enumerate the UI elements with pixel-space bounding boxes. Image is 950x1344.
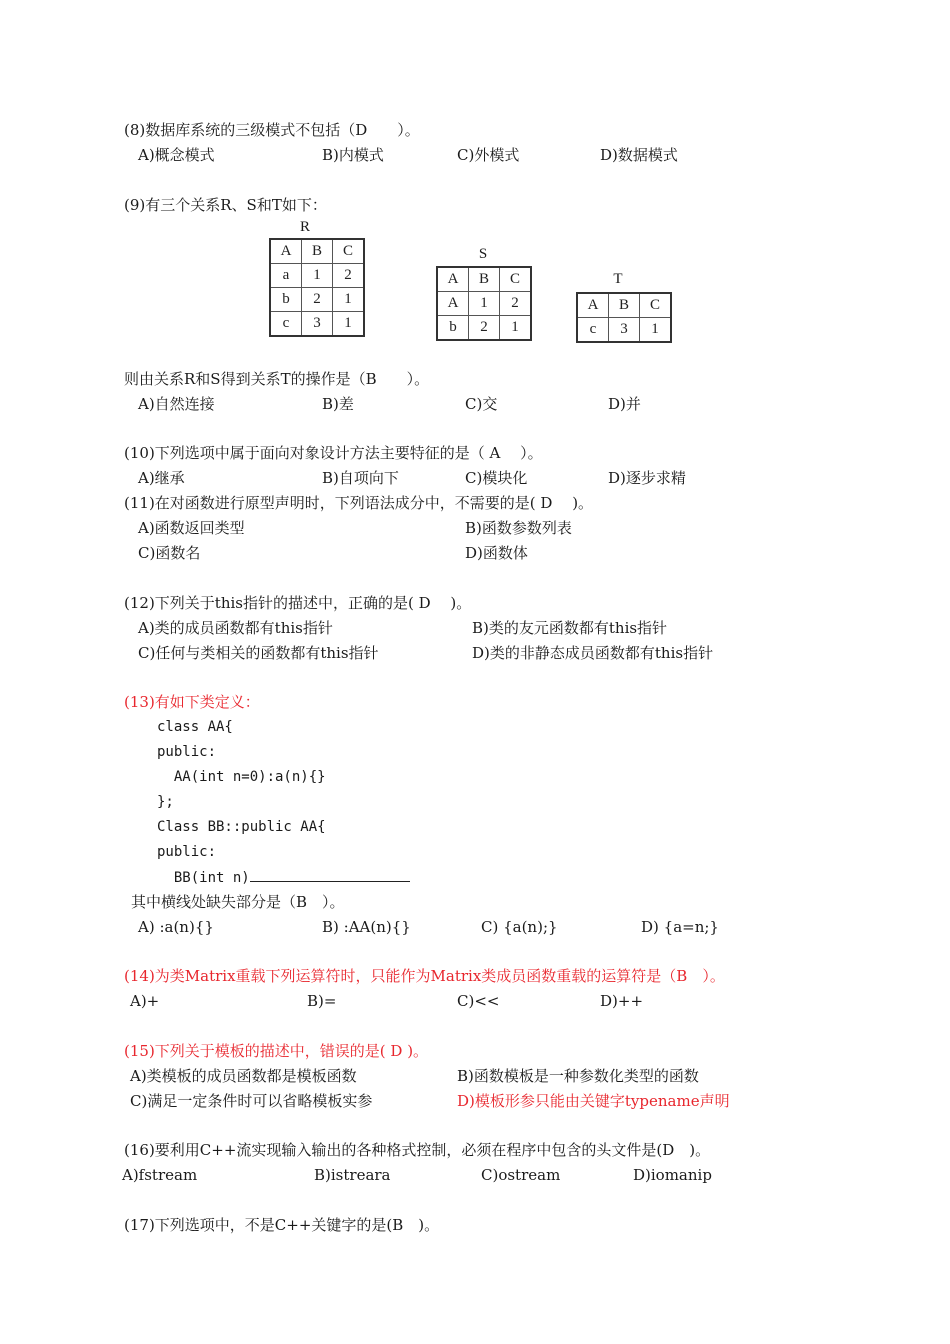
- q10-option-d: D)逐步求精: [608, 469, 686, 487]
- table-cell: 1: [640, 318, 672, 343]
- q8-option-b: B)内模式: [322, 146, 384, 164]
- table-cell: b: [437, 316, 469, 341]
- q8-option-d: D)数据模式: [600, 146, 678, 164]
- q14-option-b: B)=: [307, 992, 337, 1010]
- q13-option-d: D) {a=n;}: [641, 918, 719, 936]
- table-cell: 1: [333, 312, 365, 337]
- table-cell: B: [302, 239, 333, 264]
- table-cell: A: [437, 267, 469, 292]
- q13-code-text: BB(int n): [157, 870, 250, 886]
- table-cell: 1: [333, 288, 365, 312]
- table-cell: A: [270, 239, 302, 264]
- q16-option-a: A)fstream: [122, 1166, 198, 1184]
- q11-option-a: A)函数返回类型: [138, 519, 245, 537]
- q13-code-line: };: [157, 794, 174, 810]
- table-cell: 3: [302, 312, 333, 337]
- q13-option-c: C) {a(n);}: [481, 918, 558, 936]
- answer-blank: [250, 867, 410, 882]
- table-cell: C: [640, 293, 672, 318]
- q14-option-d: D)++: [600, 992, 644, 1010]
- q12-stem: (12)下列关于this指针的描述中，正确的是( D )。: [124, 594, 472, 612]
- q15-stem: (15)下列关于模板的描述中，错误的是( D )。: [124, 1042, 429, 1060]
- relation-r-table: [269, 238, 365, 337]
- q13-option-a: A) :a(n){}: [138, 918, 214, 936]
- q9-stem: (9)有三个关系R、S和T如下：: [124, 196, 327, 214]
- q14-option-c: C)<<: [457, 992, 500, 1010]
- q13-code-line: [157, 867, 410, 888]
- q14-option-a: A)+: [130, 992, 160, 1010]
- relation-s-table: [436, 266, 532, 341]
- table-cell: a: [270, 264, 302, 288]
- table-cell: b: [270, 288, 302, 312]
- table-cell: 2: [469, 316, 500, 341]
- q11-option-b: B)函数参数列表: [465, 519, 572, 537]
- q13-option-b: B) :AA(n){}: [322, 918, 411, 936]
- q11-option-c: C)函数名: [138, 544, 201, 562]
- q13-code-line: public:: [157, 844, 217, 860]
- table-cell: 1: [500, 316, 532, 341]
- q16-option-d: D)iomanip: [633, 1166, 712, 1184]
- table-cell: c: [577, 318, 609, 343]
- q16-option-c: C)ostream: [481, 1166, 561, 1184]
- q10-option-a: A)继承: [138, 469, 185, 487]
- q16-stem: (16)要利用C++流实现输入输出的各种格式控制，必须在程序中包含的头文件是(D )。: [124, 1141, 711, 1159]
- table-cell: C: [333, 239, 365, 264]
- q13-code-line: class AA{: [157, 719, 233, 735]
- q16-option-b: B)istreara: [314, 1166, 391, 1184]
- q10-option-b: B)自项向下: [322, 469, 399, 487]
- table-cell: c: [270, 312, 302, 337]
- q13-stem: (13)有如下类定义：: [124, 693, 260, 711]
- q13-code-line: public:: [157, 744, 217, 760]
- q13-code-line: Class BB::public AA{: [157, 819, 326, 835]
- relation-r-name: R: [299, 219, 310, 235]
- q17-stem: (17)下列选项中，不是C++关键字的是(B )。: [124, 1216, 440, 1234]
- q12-option-c: C)任何与类相关的函数都有this指针: [138, 644, 379, 662]
- table-cell: 2: [500, 292, 532, 316]
- q15-option-b: B)函数模板是一种参数化类型的函数: [457, 1067, 699, 1085]
- q10-option-c: C)模块化: [465, 469, 528, 487]
- q14-stem: (14)为类Matrix重载下列运算符时，只能作为Matrix类成员函数重载的运算符是（B ）。: [124, 967, 725, 985]
- q8-option-c: C)外模式: [457, 146, 520, 164]
- table-cell: 1: [302, 264, 333, 288]
- q11-option-d: D)函数体: [465, 544, 528, 562]
- q15-option-d: D)模板形参只能由关键字typename声明: [457, 1092, 730, 1110]
- table-cell: A: [577, 293, 609, 318]
- q9-option-b: B)差: [322, 395, 354, 413]
- relation-t-table: [576, 292, 672, 343]
- q9-question: 则由关系R和S得到关系T的操作是（B ）。: [124, 370, 430, 388]
- q12-option-a: A)类的成员函数都有this指针: [138, 619, 333, 637]
- q10-stem: (10)下列选项中属于面向对象设计方法主要特征的是（ A ）。: [124, 444, 543, 462]
- q9-option-c: C)交: [465, 395, 498, 413]
- q12-option-d: D)类的非静态成员函数都有this指针: [472, 644, 714, 662]
- q8-stem: (8)数据库系统的三级模式不包括（D ）。: [124, 121, 420, 139]
- table-cell: C: [500, 267, 532, 292]
- q15-option-c: C)满足一定条件时可以省略模板实参: [130, 1092, 373, 1110]
- table-cell: B: [609, 293, 640, 318]
- table-cell: 3: [609, 318, 640, 343]
- table-cell: 2: [333, 264, 365, 288]
- q8-option-a: A)概念模式: [138, 146, 215, 164]
- q13-code-line: AA(int n=0):a(n){}: [157, 769, 326, 785]
- relation-t-name: T: [613, 271, 623, 287]
- table-cell: A: [437, 292, 469, 316]
- q13-question: 其中横线处缺失部分是（B ）。: [131, 893, 345, 911]
- q9-option-d: D)并: [608, 395, 641, 413]
- table-cell: 1: [469, 292, 500, 316]
- q15-option-a: A)类模板的成员函数都是模板函数: [130, 1067, 357, 1085]
- relation-s-name: S: [478, 246, 488, 262]
- q11-stem: (11)在对函数进行原型声明时，下列语法成分中，不需要的是( D )。: [124, 494, 594, 512]
- table-cell: B: [469, 267, 500, 292]
- table-cell: 2: [302, 288, 333, 312]
- q9-option-a: A)自然连接: [138, 395, 215, 413]
- q12-option-b: B)类的友元函数都有this指针: [472, 619, 668, 637]
